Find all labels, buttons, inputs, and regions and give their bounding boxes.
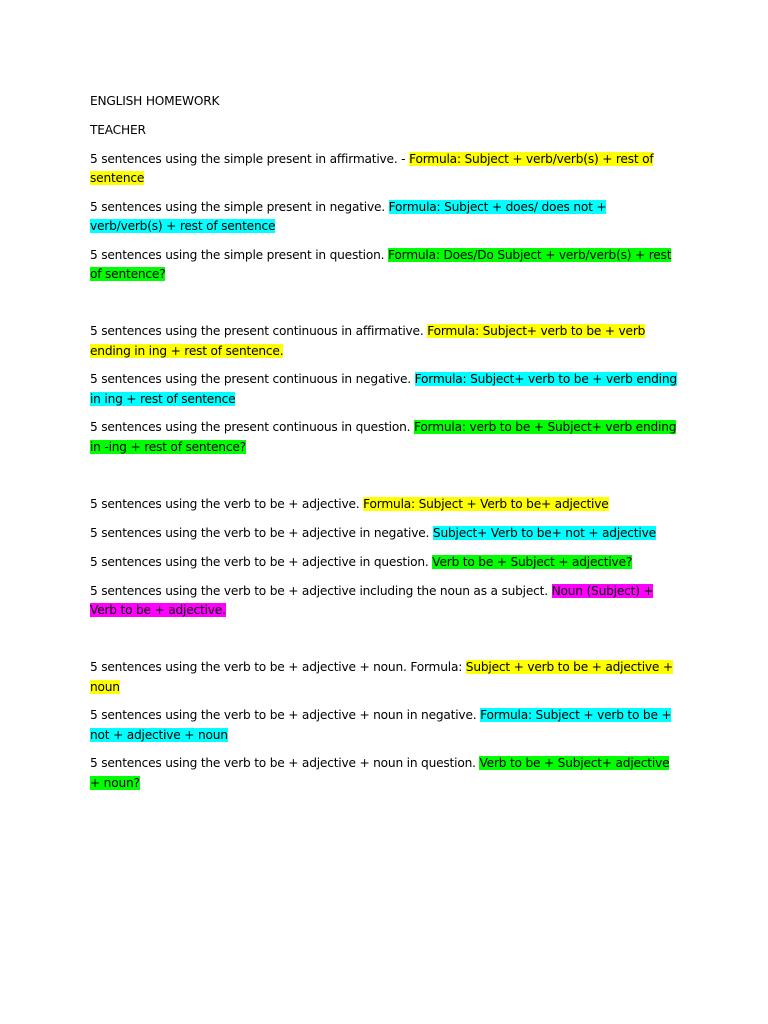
instruction-text: 5 sentences using the simple present in negative.: [90, 199, 389, 214]
formula-highlight: Formula: Subject + Verb to be+ adjective: [363, 497, 609, 512]
instruction-paragraph: [90, 418, 678, 456]
document-body: [90, 92, 678, 802]
formula-highlight: Formula: Subject+ verb to be + verb ending in ing + rest of sentence: [90, 372, 677, 406]
instruction-text: 5 sentences using the verb to be + adjective in negative.: [90, 525, 433, 540]
formula-highlight: Formula: Does/Do Subject + verb/verb(s) + rest of sentence?: [90, 247, 672, 281]
formula-highlight: Subject+ Verb to be+ not + adjective: [432, 525, 656, 540]
instruction-paragraph: [90, 658, 678, 696]
instruction-paragraph: [90, 370, 678, 408]
document-title: ENGLISH HOMEWORK: [90, 94, 220, 108]
formula-highlight: Verb to be + Subject + adjective?: [432, 554, 633, 569]
instruction-paragraph: [90, 495, 678, 514]
instruction-paragraph: [90, 246, 678, 284]
instruction-text: 5 sentences using the verb to be + adjective + noun. Formula:: [90, 660, 466, 675]
instruction-text: 5 sentences using the simple present in affirmative. -: [90, 151, 410, 166]
formula-highlight: Formula: Subject + verb/verb(s) + rest of sentence: [90, 151, 654, 185]
instruction-paragraph: [90, 524, 678, 543]
formula-highlight: Formula: Subject + verb to be + not + adjective + noun: [90, 708, 672, 742]
instruction-text: 5 sentences using the present continuous in negative.: [90, 372, 415, 387]
formula-highlight: Formula: verb to be + Subject+ verb ending in -ing + rest of sentence?: [90, 420, 677, 454]
instruction-text: 5 sentences using the present continuous in affirmative.: [90, 324, 428, 339]
instruction-paragraph: [90, 706, 678, 744]
instruction-text: 5 sentences using the verb to be + adjective + noun in negative.: [90, 708, 481, 723]
instruction-text: 5 sentences using the verb to be + adjective.: [90, 497, 364, 512]
instruction-paragraph: [90, 150, 678, 188]
instruction-paragraph: [90, 322, 678, 360]
formula-highlight: Formula: Subject+ verb to be + verb ending in ing + rest of sentence.: [90, 324, 646, 358]
instruction-paragraph: [90, 553, 678, 572]
instruction-paragraph: [90, 198, 678, 236]
instruction-text: 5 sentences using the verb to be + adjective including the noun as a subject.: [90, 583, 552, 598]
formula-highlight: Formula: Subject + does/ does not + verb/verb(s) + rest of sentence: [90, 199, 607, 233]
instruction-text: 5 sentences using the verb to be + adjective in question.: [90, 554, 433, 569]
formula-highlight: Noun (Subject) + Verb to be + adjective.: [90, 583, 654, 617]
blank-line: [90, 630, 678, 659]
instruction-text: 5 sentences using the verb to be + adjective + noun in question.: [90, 756, 480, 771]
blank-line: [90, 294, 678, 323]
formula-highlight: Subject + verb to be + adjective + noun: [90, 660, 673, 694]
instruction-paragraph: [90, 754, 678, 792]
blank-line: [90, 466, 678, 495]
formula-highlight: Verb to be + Subject+ adjective + noun?: [90, 756, 670, 790]
instruction-text: 5 sentences using the present continuous in question.: [90, 420, 414, 435]
instruction-text: 5 sentences using the simple present in question.: [90, 247, 388, 262]
instruction-paragraph: [90, 582, 678, 620]
document-subtitle: TEACHER: [90, 122, 146, 137]
